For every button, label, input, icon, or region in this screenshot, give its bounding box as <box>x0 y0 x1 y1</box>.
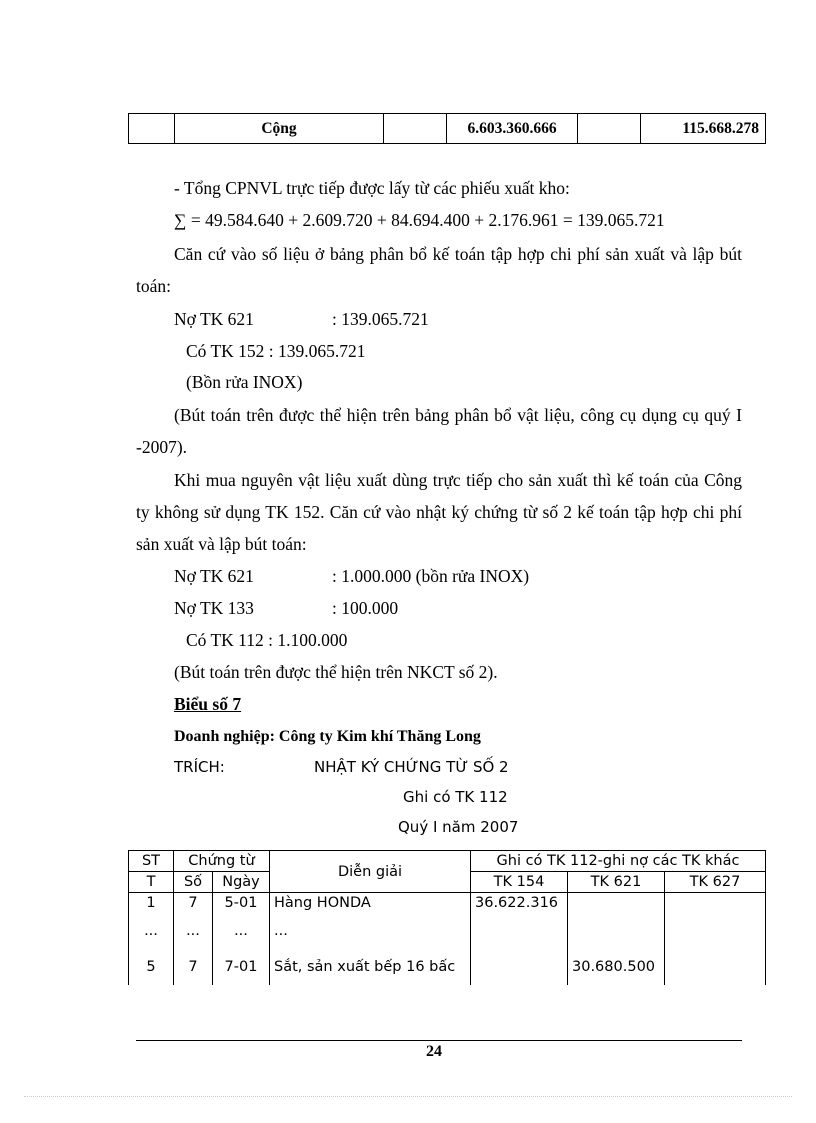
paragraph-allocation: Căn cứ vào số liệu ở bảng phân bổ kế toán tập hợp chi phí sản xuất và lập bút toán: <box>136 244 742 296</box>
header-tk154: TK 154 <box>471 872 568 893</box>
company-name: Doanh nghiệp: Công ty Kim khí Thăng Long <box>174 728 481 745</box>
sum-formula: ∑ = 49.584.640 + 2.609.720 + 84.694.400 + 2.176.961 = 139.065.721 <box>174 210 665 230</box>
header-credit-group: Ghi có TK 112-ghi nợ các TK khác <box>471 851 766 872</box>
journal-title: NHẬT KÝ CHỨNG TỪ SỐ 2 <box>314 758 509 776</box>
row-voucher-no: 7 <box>174 949 213 985</box>
table-row <box>129 949 766 985</box>
row-stt: 5 <box>129 949 174 985</box>
row-description: Hàng HONDA <box>270 893 471 914</box>
header-description: Diễn giải <box>270 851 471 893</box>
row-stt: 1 <box>129 893 174 914</box>
row-voucher-no: ... <box>174 913 213 949</box>
page-number: 24 <box>426 1043 442 1060</box>
journal-table <box>128 850 766 985</box>
header-tk627: TK 627 <box>665 872 766 893</box>
entry2-debit2-label: Nợ TK 133 <box>174 598 254 618</box>
row-description: Sắt, sản xuất bếp 16 bấc <box>270 949 471 985</box>
entry1-debit-label: Nợ TK 621 <box>174 309 254 329</box>
entry2-note: (Bút toán trên được thể hiện trên NKCT số 2). <box>174 662 498 682</box>
row-stt: ... <box>129 913 174 949</box>
summary-empty-cell <box>578 114 641 144</box>
entry1-debit-value: : 139.065.721 <box>332 309 429 329</box>
extract-label: TRÍCH: <box>174 758 225 776</box>
summary-total-row <box>129 114 766 144</box>
summary-table <box>128 113 766 144</box>
header-stt-line1: ST <box>141 853 161 869</box>
entry2-debit2-value: : 100.000 <box>332 598 399 618</box>
paragraph-purchase: Khi mua nguyên vật liệu xuất dùng trực tiếp cho sản xuất thì kế toán của Công ty không sử dụng TK 152. Căn cứ vào nhật ký chứng từ số 2 kế toán tập hợp chi phí sản xuất và lập bút toán: <box>136 470 742 554</box>
page-edge-divider <box>24 1096 792 1097</box>
row-description: ... <box>270 913 471 949</box>
table-header-row <box>129 851 766 872</box>
row-tk154 <box>471 913 568 949</box>
row-tk627 <box>665 893 766 914</box>
row-tk154 <box>471 949 568 985</box>
row-voucher-date: 5-01 <box>213 893 270 914</box>
table-row <box>129 893 766 914</box>
summary-total-value-1: 6.603.360.666 <box>447 114 578 144</box>
header-tk621: TK 621 <box>568 872 665 893</box>
entry2-debit1-label: Nợ TK 621 <box>174 566 254 586</box>
summary-empty-cell <box>129 114 175 144</box>
paragraph-allocation-note: (Bút toán trên được thể hiện trên bảng phân bổ vật liệu, công cụ dụng cụ quý I -2007). <box>136 405 742 457</box>
entry2-debit1-value: : 1.000.000 (bồn rửa INOX) <box>332 566 530 586</box>
row-voucher-no: 7 <box>174 893 213 914</box>
row-tk154: 36.622.316 <box>471 893 568 914</box>
table-row <box>129 913 766 949</box>
header-voucher-date: Ngày <box>213 872 270 893</box>
row-tk627 <box>665 949 766 985</box>
entry1-credit: Có TK 152 : 139.065.721 <box>186 341 366 361</box>
summary-total-label: Cộng <box>175 114 384 144</box>
row-tk627 <box>665 913 766 949</box>
footer-rule <box>136 1040 742 1041</box>
header-stt-line2: T <box>129 872 174 893</box>
entry2-credit: Có TK 112 : 1.100.000 <box>186 630 348 650</box>
header-stt <box>129 851 174 872</box>
summary-empty-cell <box>384 114 447 144</box>
row-tk621 <box>568 893 665 914</box>
header-voucher-no: Số <box>174 872 213 893</box>
cpnvl-heading: - Tổng CPNVL trực tiếp được lấy từ các phiếu xuất kho: <box>174 178 570 198</box>
entry1-note: (Bồn rửa INOX) <box>186 372 303 392</box>
journal-period: Quý I năm 2007 <box>398 818 519 836</box>
row-tk621: 30.680.500 <box>568 949 665 985</box>
form-title: Biểu số 7 <box>174 694 242 714</box>
row-voucher-date: 7-01 <box>213 949 270 985</box>
row-tk621 <box>568 913 665 949</box>
row-voucher-date: ... <box>213 913 270 949</box>
summary-total-value-2: 115.668.278 <box>641 114 766 144</box>
header-voucher: Chứng từ <box>174 851 270 872</box>
journal-subtitle: Ghi có TK 112 <box>403 788 508 806</box>
